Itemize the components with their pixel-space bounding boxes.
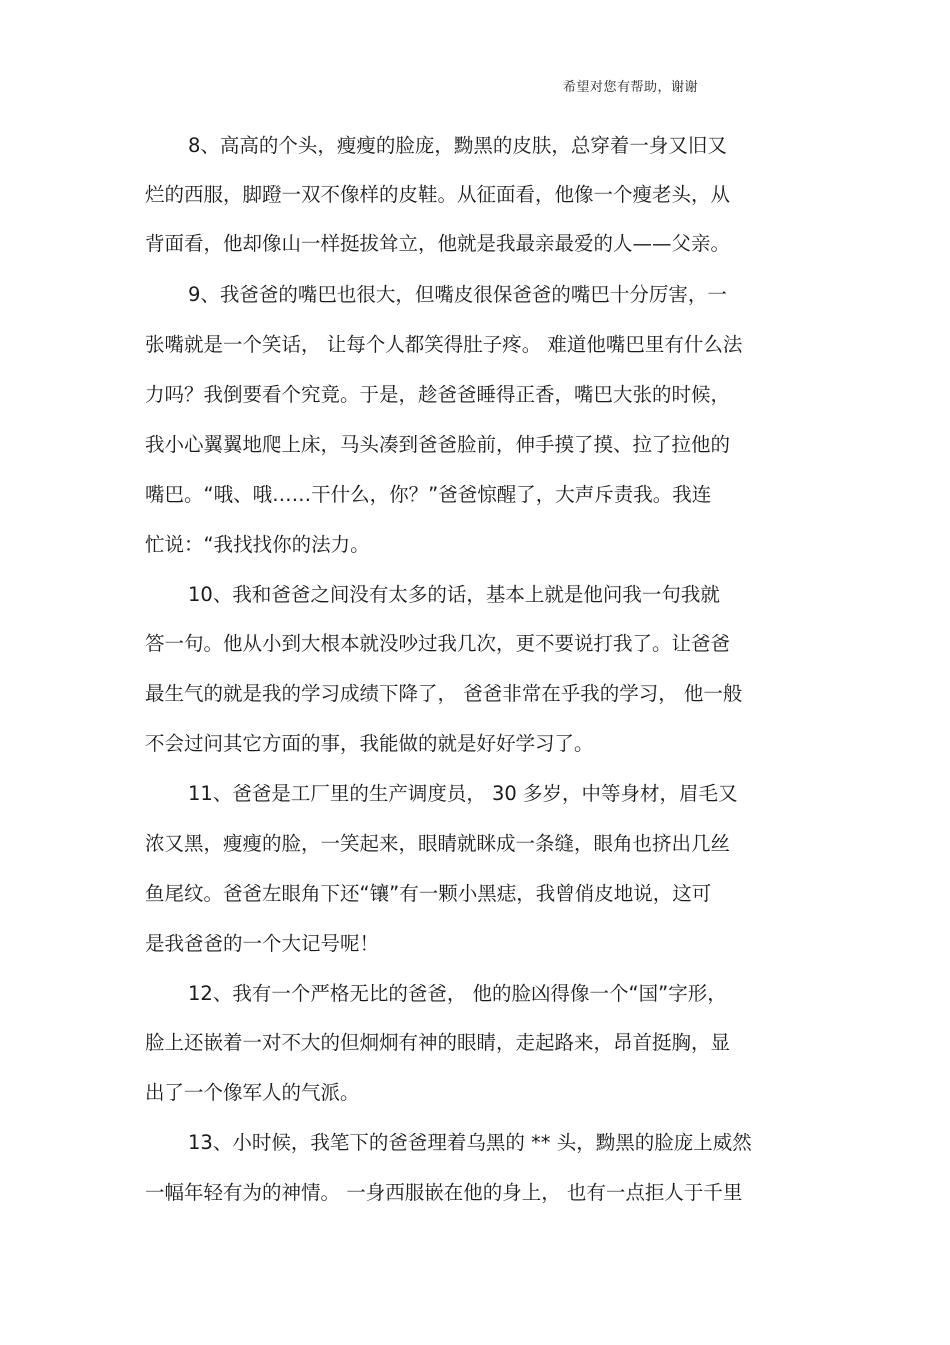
paragraph-12-line-3: 出了一个像军人的气派。 (145, 1081, 360, 1104)
paragraph-8-line-2: 烂的西服，脚蹬一双不像样的皮鞋。从征面看，他像一个瘦老头，从 (145, 183, 731, 206)
paragraph-9-line-1: 9、我爸爸的嘴巴也很大，但嘴皮很保爸爸的嘴巴十分厉害，一 (188, 283, 727, 306)
paragraph-11-line-4: 是我爸爸的一个大记号呢！ (145, 932, 380, 955)
paragraph-9-line-2: 张嘴就是一个笑话， 让每个人都笑得肚子疼。 难道他嘴巴里有什么法 (145, 333, 743, 356)
paragraph-11-line-2: 浓又黑，瘦瘦的脸，一笑起来，眼睛就眯成一条缝，眼角也挤出几丝 (145, 832, 731, 855)
header-note: 希望对您有帮助，谢谢 (563, 80, 699, 95)
paragraph-13-line-2: 一幅年轻有为的神情。 一身西服嵌在他的身上， 也有一点拒人于千里 (145, 1181, 743, 1204)
paragraph-12-line-1: 12、我有一个严格无比的爸爸， 他的脸凶得像一个“国”字形， (188, 982, 727, 1005)
paragraph-10-line-1: 10、我和爸爸之间没有太多的话，基本上就是他问我一句我就 (188, 583, 720, 606)
paragraph-8-line-1: 8、高高的个头，瘦瘦的脸庞，黝黑的皮肤，总穿着一身又旧又 (188, 134, 727, 157)
paragraph-9-line-5: 嘴巴。“哦、哦……干什么，你？”爸爸惊醒了，大声斥责我。我连 (145, 483, 712, 506)
paragraph-9-line-3: 力吗？我倒要看个究竟。于是，趁爸爸睡得正香，嘴巴大张的时候， (145, 383, 731, 406)
paragraph-10-line-3: 最生气的就是我的学习成绩下降了， 爸爸非常在乎我的学习， 他一般 (145, 682, 743, 705)
paragraph-10-line-4: 不会过问其它方面的事，我能做的就是好好学习了。 (145, 732, 594, 755)
paragraph-13-line-1: 13、小时候，我笔下的爸爸理着乌黑的 ** 头，黝黑的脸庞上威然 (188, 1131, 752, 1154)
paragraph-9-line-6: 忙说：“我找找你的法力。 (145, 533, 370, 556)
paragraph-12-line-2: 脸上还嵌着一对不大的但炯炯有神的眼睛，走起路来，昂首挺胸，显 (145, 1031, 731, 1054)
paragraph-10-line-2: 答一句。他从小到大根本就没吵过我几次，更不要说打我了。让爸爸 (145, 632, 731, 655)
paragraph-8-line-3: 背面看，他却像山一样挺拔耸立，他就是我最亲最爱的人——父亲。 (145, 232, 731, 255)
paragraph-9-line-4: 我小心翼翼地爬上床，马头凑到爸爸脸前，伸手摸了摸、拉了拉他的 (145, 433, 731, 456)
paragraph-11-line-3: 鱼尾纹。爸爸左眼角下还“镶”有一颗小黑痣，我曾俏皮地说，这可 (145, 882, 712, 905)
paragraph-11-line-1: 11、爸爸是工厂里的生产调度员， 30 多岁，中等身材，眉毛又 (188, 782, 738, 805)
